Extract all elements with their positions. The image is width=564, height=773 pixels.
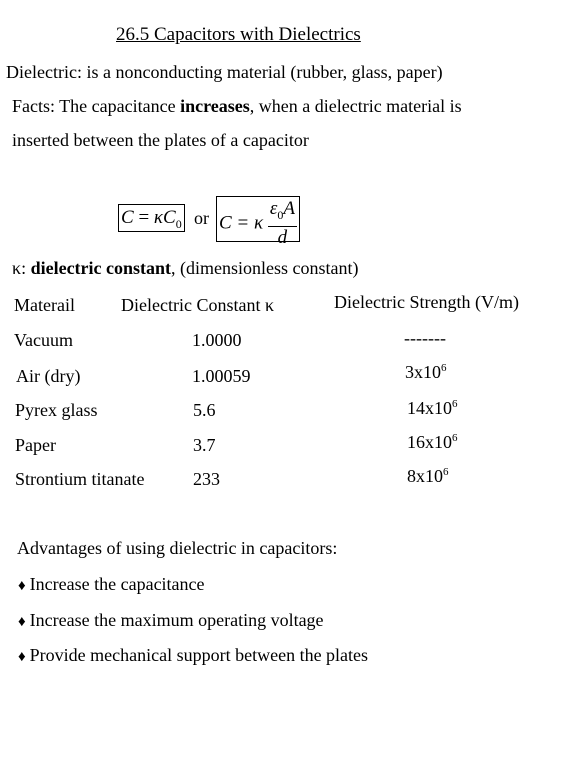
- strength-exp: 6: [452, 398, 458, 410]
- advantage-text: Increase the maximum operating voltage: [29, 610, 324, 630]
- formula-capacitance-geometry: [216, 196, 300, 248]
- diamond-bullet-icon: ♦: [18, 614, 26, 630]
- formula-or-label: or: [194, 208, 209, 228]
- strength-base: -------: [404, 328, 446, 348]
- strength-exp: 6: [441, 362, 447, 374]
- definition-text: Dielectric: is a nonconducting material (rubber, glass, paper): [6, 62, 443, 82]
- table-row-material: Air (dry): [16, 366, 81, 386]
- table-row-constant: 1.0000: [192, 330, 242, 350]
- table-row-strength: [404, 328, 446, 349]
- table-row-constant: 233: [193, 469, 220, 489]
- formula2-lhs: C = κ: [219, 212, 264, 234]
- formula2-epsilon-sub: 0: [277, 207, 284, 222]
- table-row-strength: [405, 362, 447, 383]
- kappa-definition: [12, 258, 359, 279]
- formula2-area: A: [283, 198, 295, 219]
- table-header-strength: Dielectric Strength (V/m): [334, 292, 519, 312]
- table-row-material: Pyrex glass: [15, 400, 98, 420]
- facts-line-1: [12, 96, 462, 117]
- formula1-eq: =: [133, 207, 154, 228]
- formula2-numerator: [268, 198, 297, 227]
- strength-base: 16x10: [407, 432, 452, 452]
- strength-base: 14x10: [407, 398, 452, 418]
- strength-base: 3x10: [405, 362, 441, 382]
- kappa-rest: , (dimensionless constant): [171, 258, 359, 278]
- advantage-text: Provide mechanical support between the plates: [29, 645, 369, 665]
- formula1-kc: κC: [153, 207, 176, 228]
- formula2-epsilon: ε: [269, 198, 278, 219]
- strength-exp: 6: [452, 432, 458, 444]
- formula-capacitance-kappa: [118, 204, 185, 232]
- strength-exp: 6: [443, 466, 449, 478]
- table-row-strength: [407, 466, 449, 487]
- advantages-heading: Advantages of using dielectric in capacitors:: [17, 538, 338, 558]
- table-row-constant: 3.7: [193, 435, 216, 455]
- diamond-bullet-icon: ♦: [18, 578, 26, 594]
- table-row-constant: 5.6: [193, 400, 216, 420]
- table-row-material: Paper: [15, 435, 56, 455]
- table-header-constant: Dielectric Constant κ: [121, 295, 275, 315]
- page-title: 26.5 Capacitors with Dielectrics: [116, 24, 361, 45]
- strength-base: 8x10: [407, 466, 443, 486]
- table-row-material: Strontium titanate: [15, 469, 145, 489]
- list-item: [18, 610, 324, 631]
- table-row-strength: [407, 398, 458, 419]
- formula1-c: C: [121, 207, 134, 228]
- advantage-text: Increase the capacitance: [29, 574, 205, 594]
- kappa-bold: dielectric constant: [30, 258, 172, 278]
- kappa-symbol: κ:: [12, 258, 31, 278]
- list-item: [18, 645, 368, 666]
- list-item: [18, 574, 205, 595]
- table-row-material: Vacuum: [14, 330, 73, 350]
- diamond-bullet-icon: ♦: [18, 649, 26, 665]
- facts-emphasis: increases: [180, 96, 250, 116]
- formula2-fraction: [268, 198, 297, 249]
- formula2-denominator: d: [277, 226, 288, 248]
- table-row-constant: 1.00059: [192, 366, 251, 386]
- facts-line-2: inserted between the plates of a capacitor: [12, 130, 309, 150]
- facts-suffix: , when a dielectric material is: [249, 96, 462, 116]
- table-header-material: Materail: [14, 295, 75, 315]
- formula1-sub: 0: [175, 216, 182, 231]
- facts-prefix: Facts: The capacitance: [12, 96, 181, 116]
- table-row-strength: [407, 432, 458, 453]
